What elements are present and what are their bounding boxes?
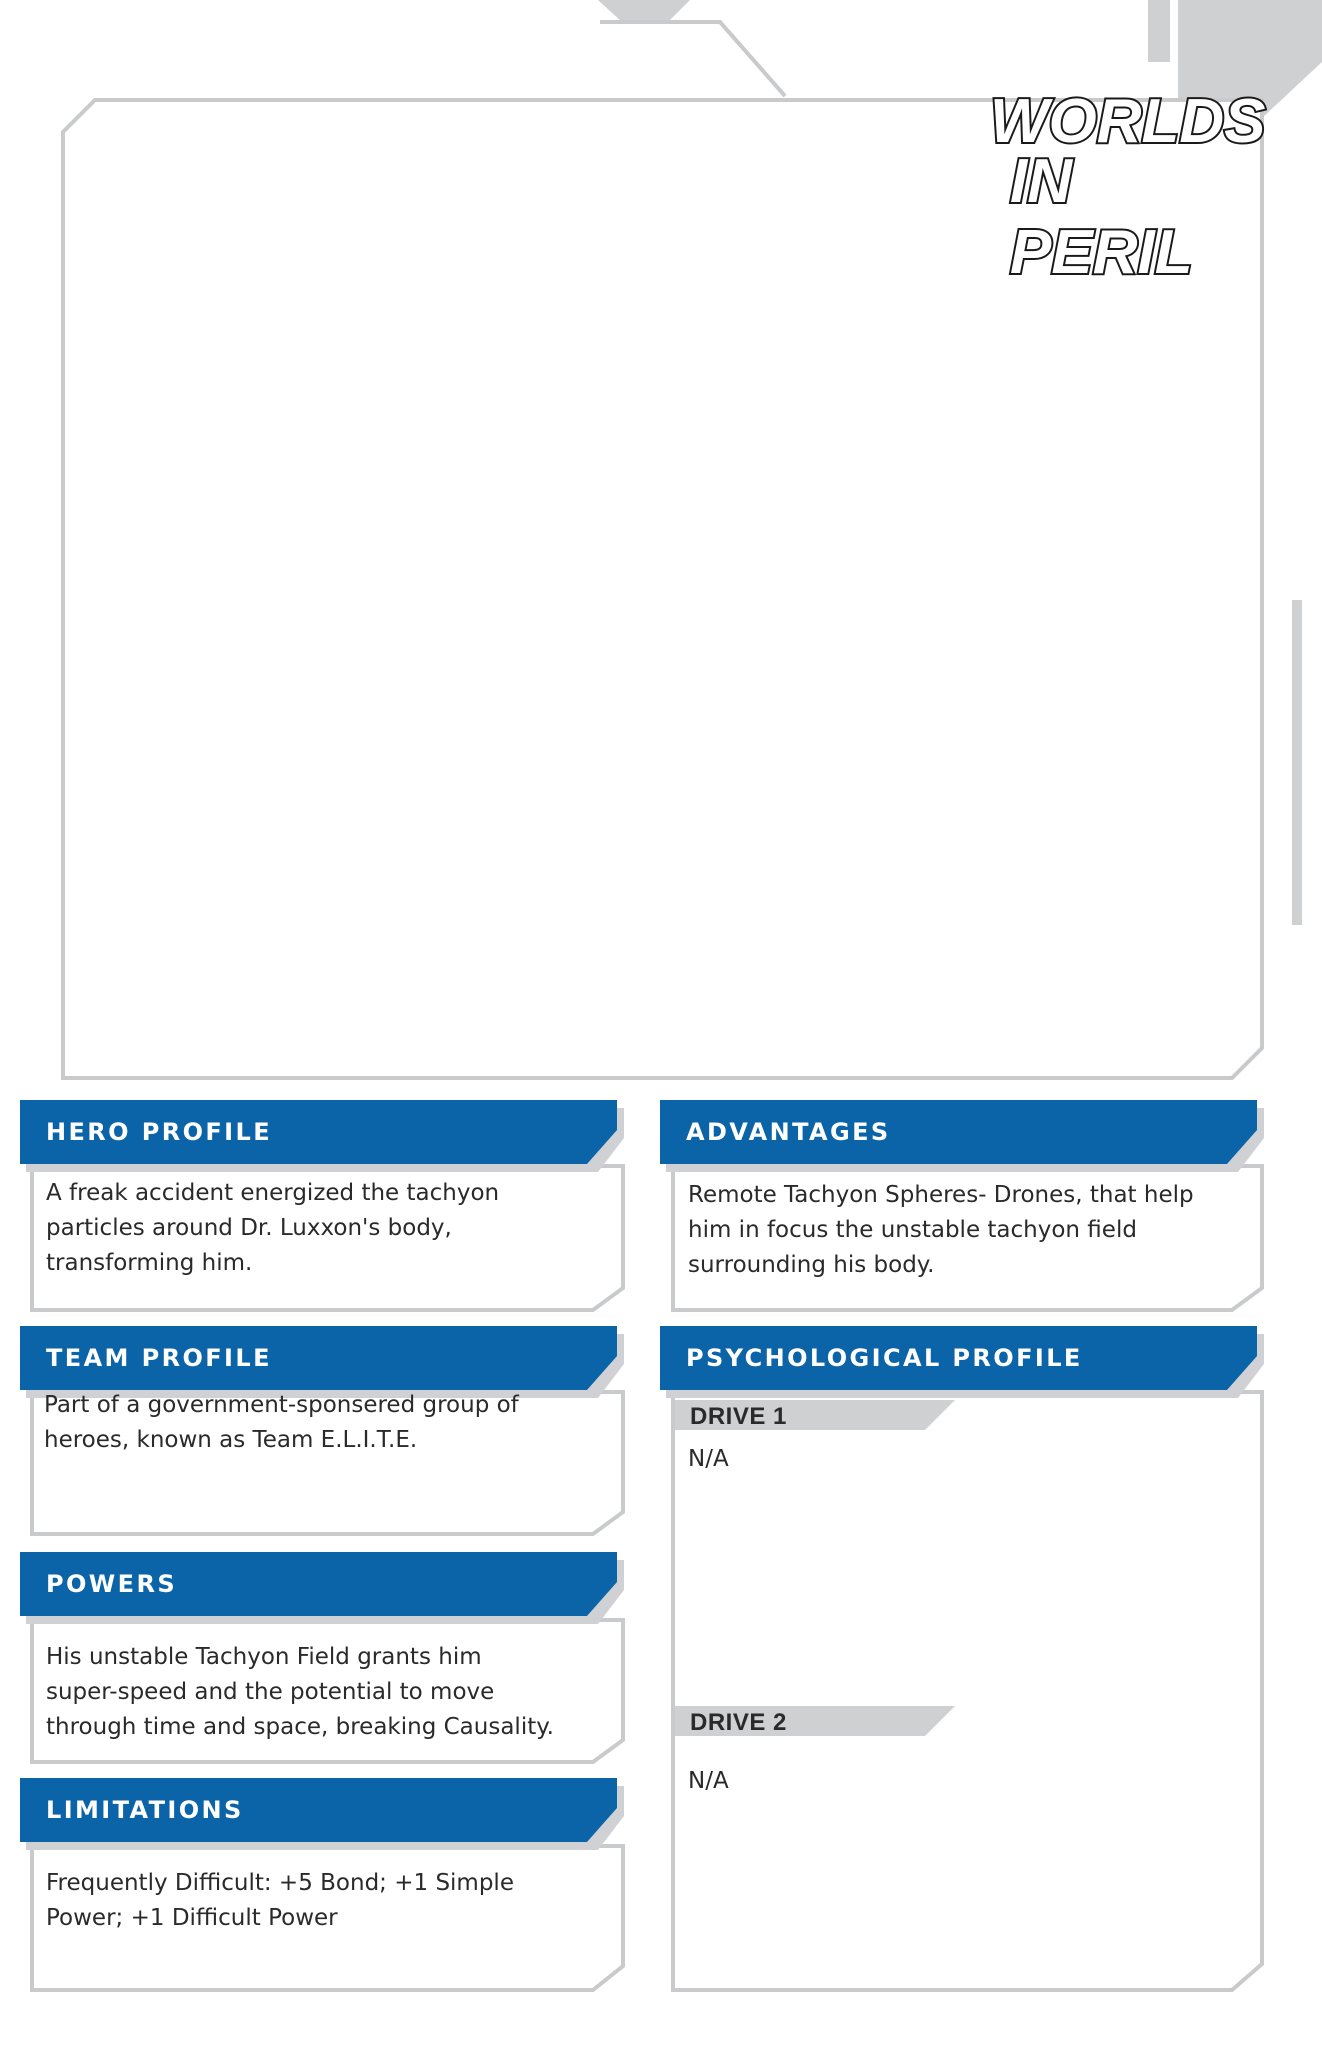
hero-profile-line: A freak accident energized the tachyon bbox=[46, 1180, 500, 1206]
hero-profile-line: transforming him. bbox=[46, 1250, 253, 1276]
team-profile-line: Part of a government-sponsered group of bbox=[44, 1392, 519, 1418]
psych-profile-title: PSYCHOLOGICAL PROFILE bbox=[686, 1344, 1083, 1372]
top-tab-line bbox=[600, 22, 785, 96]
drive2-label: DRIVE 2 bbox=[690, 1709, 787, 1736]
corner-decor-3 bbox=[1292, 600, 1302, 925]
limitations-title: LIMITATIONS bbox=[46, 1796, 244, 1824]
advantages-line: Remote Tachyon Spheres- Drones, that help bbox=[688, 1182, 1194, 1208]
psych-profile-box bbox=[673, 1392, 1262, 1990]
logo-line-1: WORLDS bbox=[990, 87, 1266, 156]
advantages-text bbox=[688, 1178, 1194, 1283]
advantages-title: ADVANTAGES bbox=[686, 1118, 891, 1146]
hero-profile-title: HERO PROFILE bbox=[46, 1118, 273, 1146]
powers-title: POWERS bbox=[46, 1570, 178, 1598]
logo-line-2: IN PERIL bbox=[1010, 147, 1193, 287]
team-profile-line: heroes, known as Team E.L.I.T.E. bbox=[44, 1427, 418, 1453]
worlds-in-peril-logo bbox=[972, 80, 1266, 287]
limitations-line: Power; +1 Difficult Power bbox=[46, 1905, 338, 1931]
hero-profile-text bbox=[46, 1176, 499, 1281]
powers-line: through time and space, breaking Causality. bbox=[46, 1714, 554, 1740]
team-profile-text bbox=[44, 1388, 519, 1458]
team-profile-title: TEAM PROFILE bbox=[46, 1344, 272, 1372]
drive2-value: N/A bbox=[688, 1768, 729, 1794]
hero-profile-line: particles around Dr. Luxxon's body, bbox=[46, 1215, 452, 1241]
drive1-label: DRIVE 1 bbox=[690, 1403, 787, 1430]
powers-line: super-speed and the potential to move bbox=[46, 1679, 495, 1705]
powers-line: His unstable Tachyon Field grants him bbox=[46, 1644, 482, 1670]
limitations-line: Frequently Difficult: +5 Bond; +1 Simple bbox=[46, 1870, 514, 1896]
limitations-text bbox=[46, 1866, 514, 1936]
advantages-line: him in focus the unstable tachyon field bbox=[688, 1217, 1137, 1243]
advantages-line: surrounding his body. bbox=[688, 1252, 935, 1278]
drive1-value: N/A bbox=[688, 1446, 729, 1472]
corner-decor bbox=[1148, 0, 1170, 62]
top-tab-shape bbox=[598, 0, 690, 22]
powers-text bbox=[46, 1640, 554, 1745]
